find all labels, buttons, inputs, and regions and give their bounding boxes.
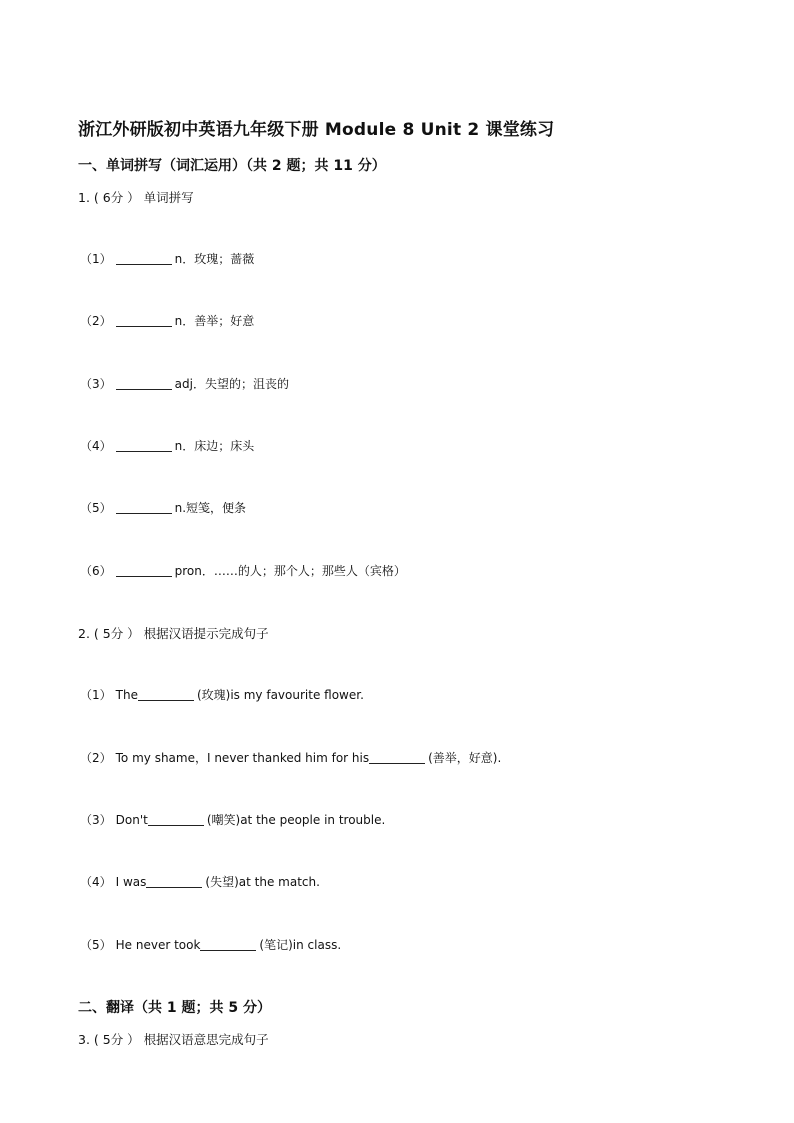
question-1-header: 1. ( 6分 ） 单词拼写 — [78, 190, 194, 205]
question-2-item — [80, 936, 341, 953]
question-1-item — [80, 499, 246, 516]
answer-blank[interactable] — [138, 688, 194, 701]
question-1-item — [80, 250, 254, 267]
question-2-item — [80, 811, 385, 828]
sentence-start: Don't — [115, 813, 148, 827]
answer-blank[interactable] — [116, 252, 172, 265]
item-number: （4） — [80, 439, 112, 453]
question-1-item — [80, 437, 254, 454]
answer-blank[interactable] — [146, 875, 202, 888]
question-2-item — [80, 686, 364, 703]
answer-blank[interactable] — [116, 439, 172, 452]
item-number: （5） — [80, 501, 112, 515]
sentence-start: He never took — [115, 938, 201, 952]
answer-blank[interactable] — [116, 314, 172, 327]
answer-blank[interactable] — [148, 813, 204, 826]
item-gloss: adj．失望的；沮丧的 — [174, 377, 289, 391]
question-1-item — [80, 312, 254, 329]
question-1-item — [80, 375, 289, 392]
question-2-item — [80, 873, 320, 890]
sentence-start: The — [115, 688, 138, 702]
sentence-end: (笔记)in class. — [259, 938, 342, 952]
item-number: （2） — [80, 751, 112, 765]
item-number: （3） — [80, 813, 112, 827]
answer-blank[interactable] — [369, 751, 425, 764]
item-number: （5） — [80, 938, 112, 952]
item-number: （2） — [80, 314, 112, 328]
section-heading-translation: 二、翻译（共 1 题；共 5 分） — [78, 1000, 271, 1016]
item-number: （1） — [80, 252, 112, 266]
answer-blank[interactable] — [200, 938, 256, 951]
question-2-item — [80, 749, 501, 766]
sentence-end: (嘲笑)at the people in trouble. — [206, 813, 386, 827]
item-number: （4） — [80, 875, 112, 889]
sentence-start: To my shame，I never thanked him for his — [115, 751, 370, 765]
sentence-end: (玫瑰)is my favourite flower. — [196, 688, 364, 702]
answer-blank[interactable] — [116, 377, 172, 390]
item-gloss: n．善举；好意 — [174, 314, 255, 328]
sentence-end: (善举，好意). — [428, 751, 502, 765]
item-number: （1） — [80, 688, 112, 702]
section-heading-vocabulary: 一、单词拼写（词汇运用）（共 2 题；共 11 分） — [78, 158, 386, 174]
answer-blank[interactable] — [116, 501, 172, 514]
answer-blank[interactable] — [116, 564, 172, 577]
question-3-header: 3. ( 5分 ） 根据汉语意思完成句子 — [78, 1032, 269, 1047]
item-gloss: n．玫瑰；蔷薇 — [174, 252, 255, 266]
item-number: （3） — [80, 377, 112, 391]
question-2-header: 2. ( 5分 ） 根据汉语提示完成句子 — [78, 626, 269, 641]
sentence-start: I was — [115, 875, 147, 889]
item-gloss: n.短笺，便条 — [174, 501, 247, 515]
question-1-item — [80, 562, 406, 579]
sentence-end: (失望)at the match. — [205, 875, 320, 889]
item-gloss: n．床边；床头 — [174, 439, 255, 453]
item-number: （6） — [80, 564, 112, 578]
page-title: 浙江外研版初中英语九年级下册 Module 8 Unit 2 课堂练习 — [78, 120, 555, 140]
item-gloss: pron．……的人；那个人；那些人（宾格） — [174, 564, 406, 578]
